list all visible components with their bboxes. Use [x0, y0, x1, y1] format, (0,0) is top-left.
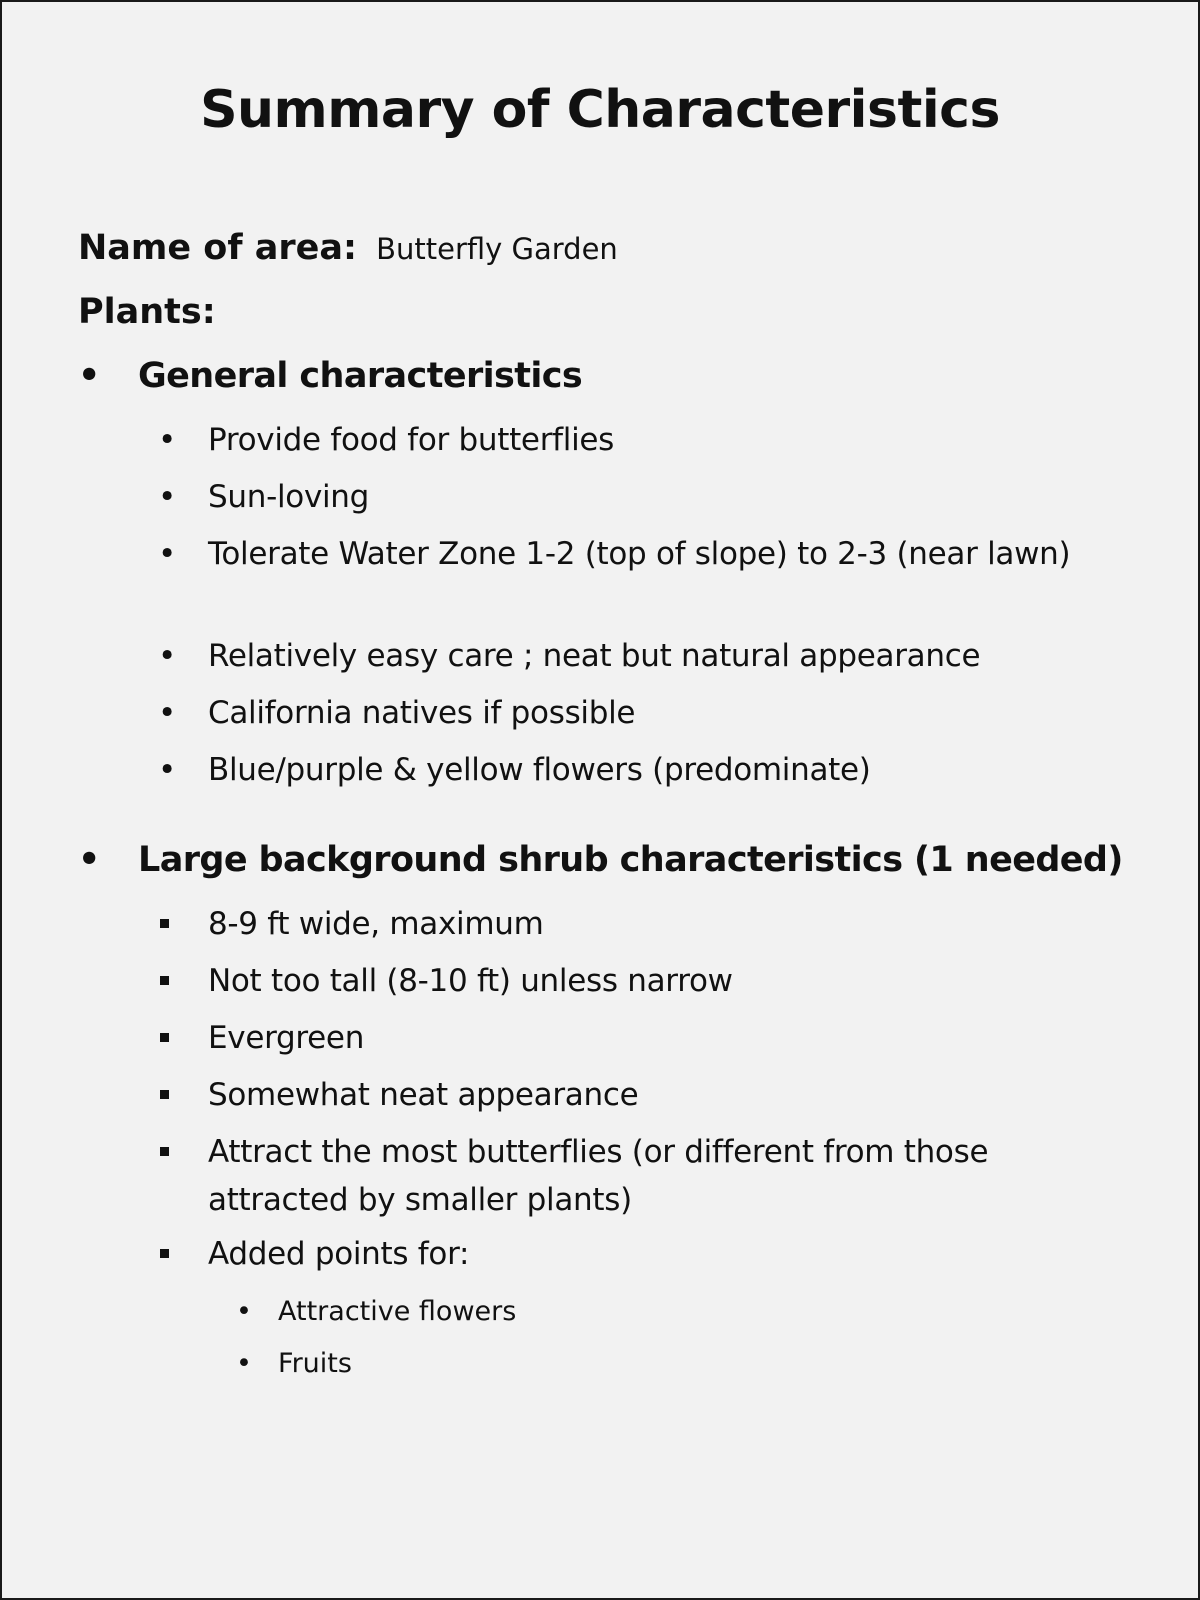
list-item-text: Provide food for butterflies	[208, 422, 615, 458]
plants-label: Plants:	[78, 292, 216, 332]
bullet-icon: •	[78, 356, 101, 396]
list-item-text: Evergreen	[208, 1020, 365, 1056]
area-value: Butterfly Garden	[376, 232, 618, 266]
bullet-icon: •	[236, 1348, 252, 1379]
list-item-text: Somewhat neat appearance	[208, 1077, 639, 1113]
bullet-icon: •	[158, 479, 177, 515]
list-item-text: Added points for:	[208, 1236, 470, 1272]
bullet-icon: •	[158, 752, 177, 788]
section-heading-text: General characteristics	[138, 356, 583, 396]
list-item-text: Sun-loving	[208, 479, 370, 515]
bullet-icon: •	[158, 536, 177, 572]
list-item-text: Relatively easy care ; neat but natural appearance	[208, 638, 981, 674]
list-item-text: Blue/purple & yellow flowers (predominate)	[208, 752, 871, 788]
area-line	[78, 228, 618, 268]
slide-title: Summary of Characteristics	[200, 80, 1000, 140]
bullet-icon: •	[78, 840, 101, 880]
list-item-text: Not too tall (8-10 ft) unless narrow	[208, 963, 733, 999]
list-item-text: Attract the most butterflies (or different from those attracted by smaller plants)	[208, 1134, 989, 1218]
bullet-icon: •	[158, 695, 177, 731]
area-label: Name of area:	[78, 228, 357, 268]
list-item-text: 8-9 ft wide, maximum	[208, 906, 544, 942]
bullet-icon: •	[158, 638, 177, 674]
bullet-icon: •	[236, 1296, 252, 1327]
sub-list-item-text: Fruits	[278, 1348, 352, 1379]
sub-list-item-text: Attractive flowers	[278, 1296, 517, 1327]
section-heading-text: Large background shrub characteristics (1 needed)	[138, 840, 1123, 880]
bullet-icon: •	[158, 422, 177, 458]
list-item-text: California natives if possible	[208, 695, 636, 731]
list-item-text: Tolerate Water Zone 1-2 (top of slope) to 2-3 (near lawn)	[208, 536, 1071, 572]
